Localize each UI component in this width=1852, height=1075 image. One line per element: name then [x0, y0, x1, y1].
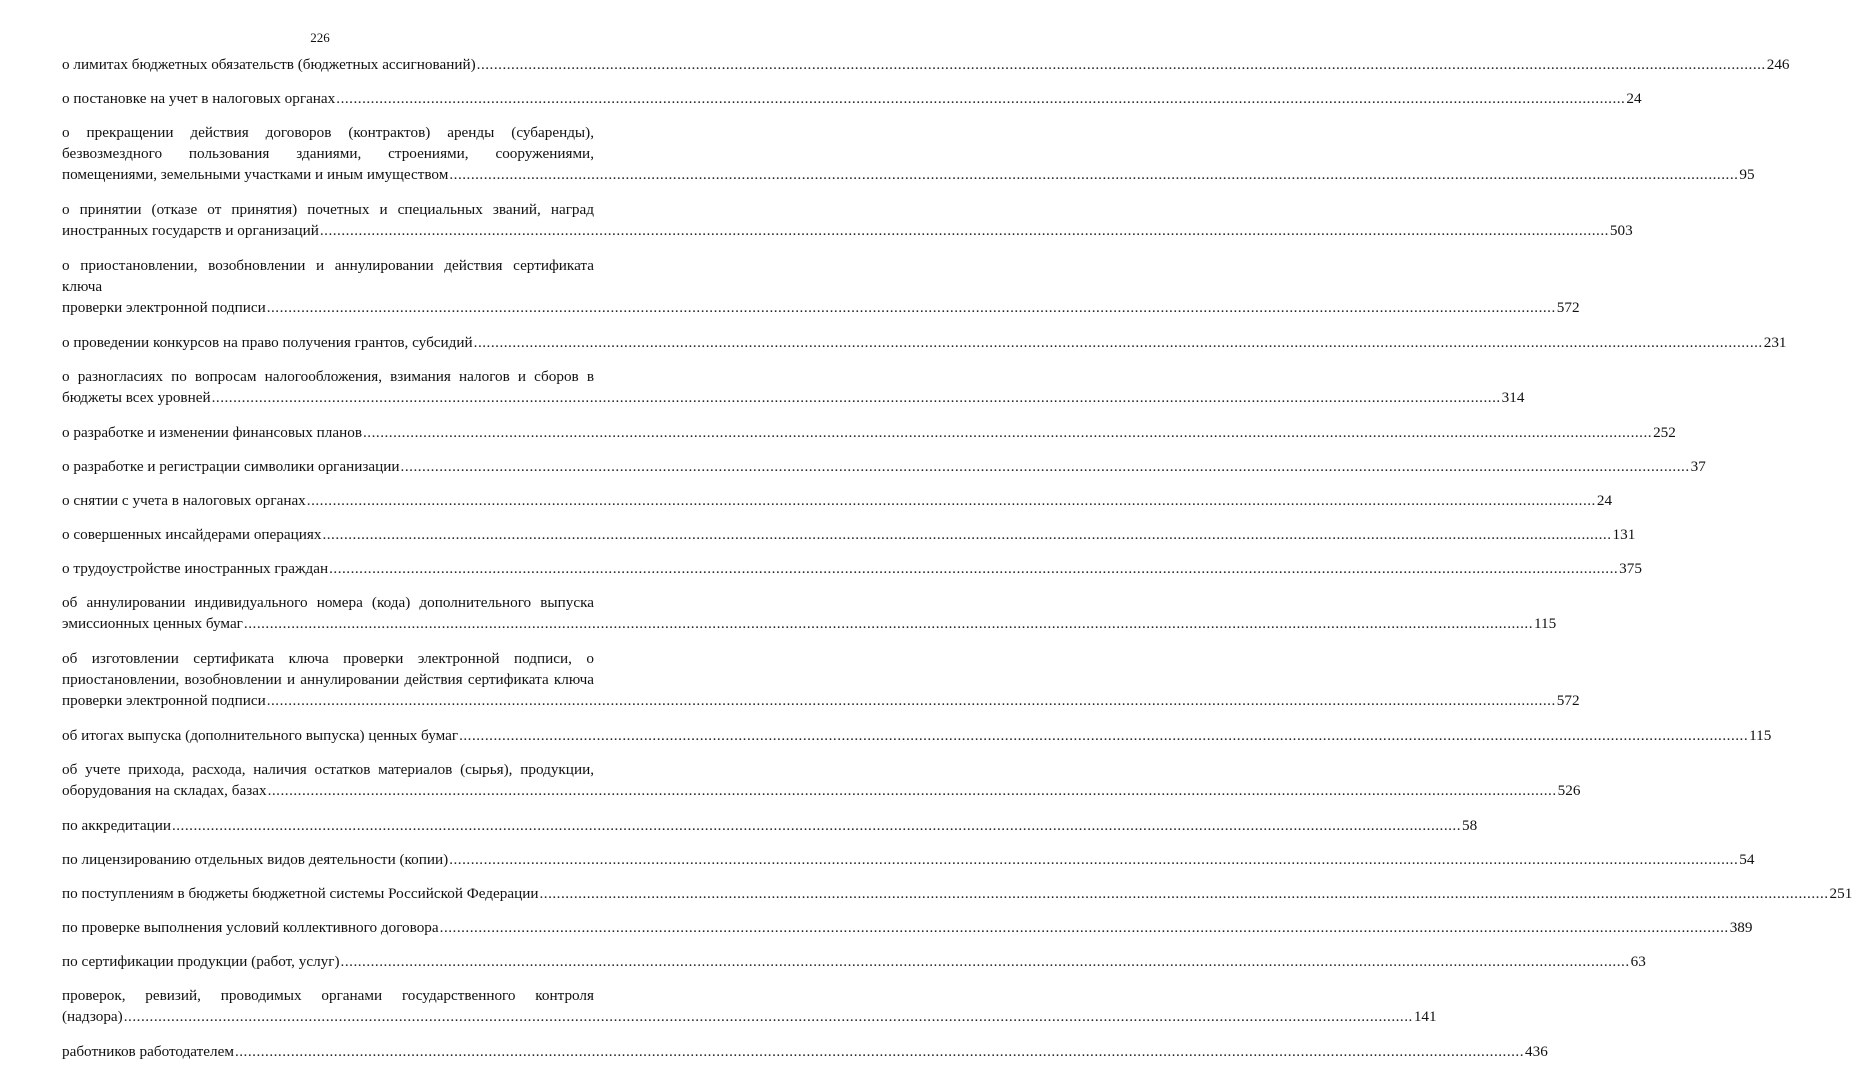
entry-text: о трудоустройстве иностранных граждан [62, 560, 329, 577]
entry-page-number: 436 [1525, 1043, 1548, 1060]
dot-leader: ............................................................................................................................................................................................................................................................................................................ [473, 334, 1763, 351]
index-entry [62, 366, 1525, 408]
entry-page-number: 503 [1609, 222, 1633, 239]
entry-page-number: 389 [1729, 919, 1753, 936]
entry-last-line [62, 422, 1676, 443]
entry-page-number: 115 [1533, 615, 1557, 632]
dot-leader: ............................................................................................................................................................................................................................................................................................................ [459, 727, 1749, 744]
dot-leader: ............................................................................................................................................................................................................................................................................................................ [243, 615, 1533, 632]
dot-leader: ............................................................................................................................................................................................................................................................................................................ [329, 560, 1619, 577]
entry-page-number: 63 [1630, 953, 1646, 970]
index-entry [62, 54, 1790, 75]
dot-leader: ............................................................................................................................................................................................................................................................................................................ [476, 56, 1766, 73]
dot-leader: ............................................................................................................................................................................................................................................................................................................ [449, 166, 1739, 183]
entry-text: помещениями, земельными участками и иным имуществом [62, 166, 449, 183]
entry-text-line: о принятии (отказе от принятия) почетных и специальных званий, наград [62, 201, 594, 218]
entry-text: по аккредитации [62, 817, 171, 834]
entry-text: о разработке и изменении финансовых планов [62, 424, 362, 441]
index-entry [62, 917, 1753, 938]
entry-text: о проведении конкурсов на право получения грантов, субсидий [62, 334, 473, 351]
dot-leader: ............................................................................................................................................................................................................................................................................................................ [211, 389, 1501, 406]
entry-text: иностранных государств и организаций [62, 222, 319, 239]
index-entry [62, 592, 1557, 634]
dot-leader: ............................................................................................................................................................................................................................................................................................................ [266, 299, 1556, 316]
entry-last-line [62, 54, 1790, 75]
entry-text-line: безвозмездного пользования зданиями, строениями, сооружениями, [62, 145, 594, 162]
entry-text: по проверке выполнения условий коллективного договора [62, 919, 439, 936]
entry-last-line [62, 220, 1633, 241]
dot-leader: ............................................................................................................................................................................................................................................................................................................ [123, 1008, 1413, 1025]
entry-text: о лимитах бюджетных обязательств (бюджетных ассигнований) [62, 56, 476, 73]
dot-leader: ............................................................................................................................................................................................................................................................................................................ [322, 526, 1612, 543]
entry-text: оборудования на складах, базах [62, 782, 267, 799]
entry-page-number: 141 [1413, 1008, 1437, 1025]
entry-page-number: 131 [1612, 526, 1636, 543]
entry-last-line [62, 690, 1580, 711]
entry-text: об итогах выпуска (дополнительного выпуска) ценных бумаг [62, 727, 459, 744]
entry-last-line [62, 558, 1642, 579]
entry-page-number: 572 [1556, 692, 1580, 709]
entry-text-line: об аннулировании индивидуального номера (кода) дополнительного выпуска [62, 594, 594, 611]
entry-last-line [62, 725, 1772, 746]
dot-leader: ............................................................................................................................................................................................................................................................................................................ [336, 90, 1626, 107]
entry-page-number: 95 [1739, 166, 1755, 183]
dot-leader: ............................................................................................................................................................................................................................................................................................................ [363, 424, 1653, 441]
dot-leader: ............................................................................................................................................................................................................................................................................................................ [340, 953, 1630, 970]
entry-page-number: 375 [1619, 560, 1642, 577]
entry-text-line: о разногласиях по вопросам налогообложения, взимания налогов и сборов в [62, 368, 594, 385]
entry-text: проверки электронной подписи [62, 692, 266, 709]
entry-page-number: 526 [1557, 782, 1581, 799]
entry-last-line [62, 815, 1478, 836]
index-entry [62, 122, 1755, 185]
entry-last-line [62, 883, 1852, 904]
entry-page-number: 24 [1626, 90, 1642, 107]
entry-text-line: об учете прихода, расхода, наличия остатков материалов (сырья), продукции, [62, 761, 594, 778]
entry-page-number: 246 [1766, 56, 1790, 73]
entry-last-line [62, 88, 1642, 109]
entry-page-number: 231 [1763, 334, 1787, 351]
entry-last-line [62, 524, 1636, 545]
dot-leader: ............................................................................................................................................................................................................................................................................................................ [234, 1043, 1525, 1060]
entry-text: о разработке и регистрации символики организации [62, 458, 400, 475]
entry-page-number: 572 [1556, 299, 1580, 316]
entry-page-number: 54 [1739, 851, 1755, 868]
entry-last-line [62, 613, 1557, 634]
dot-leader: ............................................................................................................................................................................................................................................................................................................ [400, 458, 1690, 475]
index-entry [62, 490, 1613, 511]
dot-leader: ............................................................................................................................................................................................................................................................................................................ [319, 222, 1609, 239]
index-entry [62, 759, 1581, 801]
entry-last-line [62, 332, 1787, 353]
index-entry [62, 422, 1676, 443]
index-entry [62, 883, 1852, 904]
index-entry [62, 524, 1636, 545]
dot-leader: ............................................................................................................................................................................................................................................................................................................ [439, 919, 1729, 936]
entry-last-line [62, 490, 1613, 511]
entry-text: по сертификации продукции (работ, услуг) [62, 953, 340, 970]
entry-last-line [62, 1041, 1548, 1062]
dot-leader: ............................................................................................................................................................................................................................................................................................................ [306, 492, 1596, 509]
index-entry [62, 255, 1580, 318]
entry-text-line: о приостановлении, возобновлении и аннулировании действия сертификата ключа [62, 257, 594, 295]
index-entry [62, 199, 1633, 241]
index-entry [62, 951, 1646, 972]
entry-last-line [62, 164, 1755, 185]
entry-last-line [62, 917, 1753, 938]
entry-last-line [62, 1006, 1437, 1027]
entry-text: (надзора) [62, 1008, 123, 1025]
index-entry [62, 725, 1772, 746]
index-entry [62, 332, 1787, 353]
entry-text: о совершенных инсайдерами операциях [62, 526, 322, 543]
index-entry [62, 558, 1642, 579]
entry-page-number: 252 [1653, 424, 1676, 441]
entry-text-line: проверок, ревизий, проводимых органами государственного контроля [62, 987, 594, 1004]
index-entry [62, 456, 1706, 477]
dot-leader: ............................................................................................................................................................................................................................................................................................................ [449, 851, 1739, 868]
entry-text-line: об изготовлении сертификата ключа проверки электронной подписи, о [62, 650, 594, 667]
entry-text: по лицензированию отдельных видов деятельности (копии) [62, 851, 449, 868]
entry-text: эмиссионных ценных бумаг [62, 615, 243, 632]
entry-text: работников работодателем [62, 1043, 234, 1060]
dot-leader: ............................................................................................................................................................................................................................................................................................................ [171, 817, 1462, 834]
dot-leader: ............................................................................................................................................................................................................................................................................................................ [539, 885, 1829, 902]
entry-page-number: 314 [1501, 389, 1525, 406]
index-entry [62, 648, 1580, 711]
index-entry [62, 88, 1642, 109]
entry-last-line [62, 849, 1755, 870]
entry-page-number: 115 [1749, 727, 1772, 744]
index-entry [62, 849, 1755, 870]
entry-text: о снятии с учета в налоговых органах [62, 492, 306, 509]
entry-text: проверки электронной подписи [62, 299, 266, 316]
page-number: 226 [310, 30, 330, 45]
entry-text: о постановке на учет в налоговых органах [62, 90, 336, 107]
entry-last-line [62, 951, 1646, 972]
index-entry [62, 985, 1437, 1027]
index-list [62, 54, 1852, 1075]
entry-page-number: 37 [1690, 458, 1706, 475]
entry-last-line [62, 387, 1525, 408]
dot-leader: ............................................................................................................................................................................................................................................................................................................ [266, 692, 1556, 709]
entry-text-line: о прекращении действия договоров (контрактов) аренды (субаренды), [62, 124, 594, 141]
entry-page-number: 58 [1462, 817, 1478, 834]
entry-page-number: 24 [1596, 492, 1613, 509]
entry-text: бюджеты всех уровней [62, 389, 211, 406]
entry-last-line [62, 780, 1581, 801]
entry-text: по поступлениям в бюджеты бюджетной системы Российской Федерации [62, 885, 539, 902]
entry-page-number: 251 [1829, 885, 1852, 902]
index-entry [62, 1041, 1548, 1062]
index-entry [62, 815, 1478, 836]
entry-last-line [62, 456, 1706, 477]
entry-last-line [62, 297, 1580, 318]
entry-text-line: приостановлении, возобновлении и аннулировании действия сертификата ключа [62, 671, 594, 688]
dot-leader: ............................................................................................................................................................................................................................................................................................................ [267, 782, 1557, 799]
